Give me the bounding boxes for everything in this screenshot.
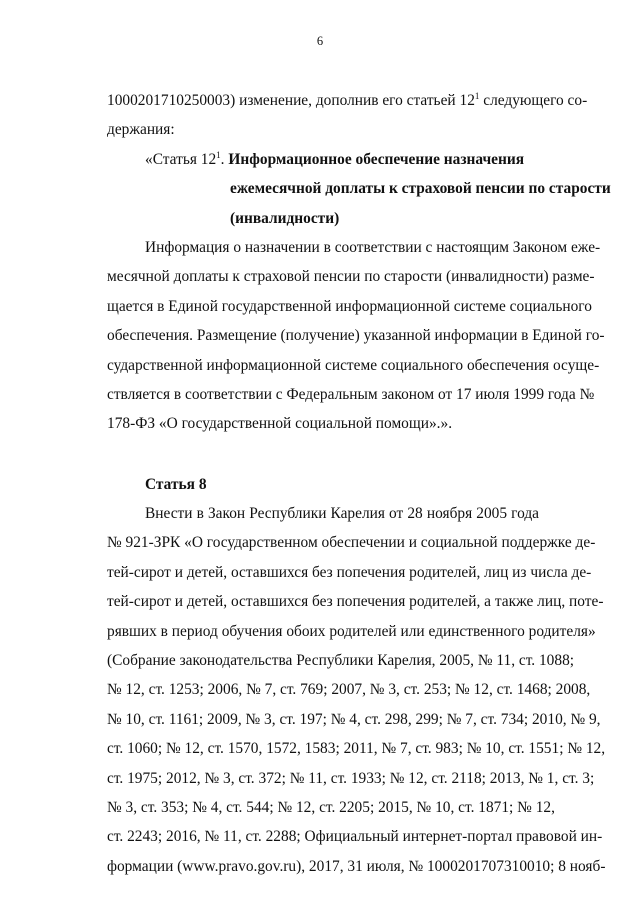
article-8-body-line: рявших в период обучения обоих родителей или единственного родителя» (107, 622, 596, 640)
article-8-body-line: тей-сирот и детей, оставшихся без попечения родителей, а также лиц, поте- (107, 593, 604, 611)
page-number: 6 (316, 34, 324, 48)
intro-line-2: держания: (107, 121, 175, 139)
article-8-body-line: № 3, ст. 353; № 4, ст. 544; № 12, ст. 2205; 2015, № 10, ст. 1871; № 12, (107, 798, 555, 816)
article-8-body-line: тей-сирот и детей, оставшихся без попечения родителей, лиц из числа де- (107, 563, 592, 581)
article-12-1-body-line: 178-ФЗ «О государственной социальной помощи».». (107, 415, 453, 433)
article-12-1-title-line-3: (инвалидности) (230, 209, 340, 227)
spacer (107, 439, 539, 470)
article-8-body-line: ст. 1975; 2012, № 3, ст. 372; № 11, ст. 1933; № 12, ст. 2118; 2013, № 1, ст. 3; (107, 769, 595, 787)
article-12-1-body-line: щается в Единой государственной информационной системе социального (107, 297, 592, 315)
article-12-1-body-line: месячной доплаты к страховой пенсии по старости (инвалидности) разме- (107, 268, 595, 286)
article-12-1-body-line: Информация о назначении в соответствии с настоящим Законом еже- (145, 238, 601, 256)
article-8-heading: Статья 8 (145, 475, 207, 493)
article-12-1-heading: «Статья $12^1$. Информационное обеспечение назначения (145, 149, 525, 168)
article-8-body-line: № 921-ЗРК «О государственном обеспечении и социальной поддержке де- (107, 534, 596, 552)
article-8-body-line: формации (www.pravo.gov.ru), 2017, 31 июля, № 1000201707310010; 8 нояб- (107, 857, 606, 875)
article-12-1-body-line: сударственной информационной системе социального обеспечения осуще- (107, 356, 600, 374)
document-body (107, 86, 611, 881)
article-8-body-line: ст. 2243; 2016, № 11, ст. 2288; Официальный интернет-портал правовой ин- (107, 828, 603, 846)
article-12-1-title-line-2: ежемесячной доплаты к страховой пенсии по старости (230, 180, 611, 198)
article-12-1-body-line: ствляется в соответствии с Федеральным законом от 17 июля 1999 года № (107, 385, 595, 403)
article-8-body-line: Внести в Закон Республики Карелия от 28 ноября 2005 года (145, 505, 539, 523)
article-8-body-line: № 12, ст. 1253; 2006, № 7, ст. 769; 2007, № 3, ст. 253; № 12, ст. 1468; 2008, (107, 681, 591, 699)
article-8-body-line: № 10, ст. 1161; 2009, № 3, ст. 197; № 4, ст. 298, 299; № 7, ст. 734; 2010, № 9, (107, 710, 601, 728)
article-12-1-body-line: обеспечения. Размещение (получение) указанной информации в Единой го- (107, 327, 605, 345)
article-12-1-title-line-1: Информационное обеспечение назначения (228, 150, 525, 168)
article-8-body-line: (Собрание законодательства Республики Карелия, 2005, № 11, ст. 1088; (107, 652, 575, 670)
superscript: 1 (474, 91, 480, 101)
superscript: 1 (216, 149, 221, 160)
intro-line-1: 1000201710250003) изменение, дополнив его статьей $12^1$ следующего со- (107, 91, 588, 109)
article-8-body-line: ст. 1060; № 12, ст. 1570, 1572, 1583; 2011, № 7, ст. 983; № 10, ст. 1551; № 12, (107, 740, 606, 758)
